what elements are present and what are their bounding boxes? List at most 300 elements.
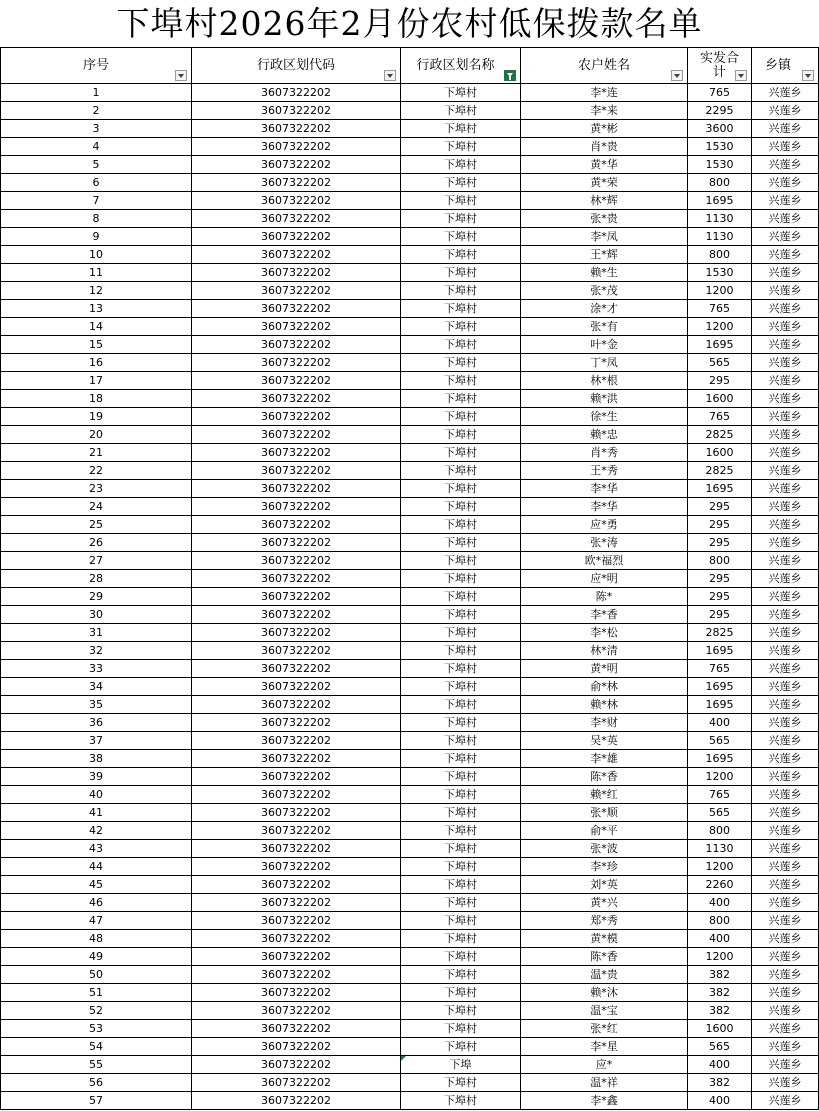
region-name-cell[interactable]: 下埠村 <box>401 822 521 840</box>
region-name-cell[interactable]: 下埠村 <box>401 678 521 696</box>
row-index-cell[interactable]: 39 <box>1 768 192 786</box>
row-index-cell[interactable]: 8 <box>1 210 192 228</box>
household-name-cell[interactable]: 赖*林 <box>521 696 688 714</box>
region-name-cell[interactable]: 下埠村 <box>401 984 521 1002</box>
household-name-cell[interactable]: 黄*明 <box>521 660 688 678</box>
amount-cell[interactable]: 1530 <box>688 138 752 156</box>
row-index-cell[interactable]: 2 <box>1 102 192 120</box>
town-cell[interactable]: 兴莲乡 <box>752 624 819 642</box>
region-code-cell[interactable]: 3607322202 <box>192 120 401 138</box>
row-index-cell[interactable]: 24 <box>1 498 192 516</box>
household-name-cell[interactable]: 肖*贵 <box>521 138 688 156</box>
household-name-cell[interactable]: 黄*兴 <box>521 894 688 912</box>
amount-cell[interactable]: 1130 <box>688 840 752 858</box>
region-code-cell[interactable]: 3607322202 <box>192 768 401 786</box>
dropdown-filter-icon[interactable] <box>671 70 683 81</box>
household-name-cell[interactable]: 张*贵 <box>521 210 688 228</box>
household-name-cell[interactable]: 黄*模 <box>521 930 688 948</box>
region-code-cell[interactable]: 3607322202 <box>192 1002 401 1020</box>
region-name-cell[interactable]: 下埠 <box>401 1056 521 1074</box>
row-index-cell[interactable]: 23 <box>1 480 192 498</box>
town-cell[interactable]: 兴莲乡 <box>752 1074 819 1092</box>
household-name-cell[interactable]: 肖*秀 <box>521 444 688 462</box>
household-name-cell[interactable]: 赖*生 <box>521 264 688 282</box>
row-index-cell[interactable]: 28 <box>1 570 192 588</box>
region-code-cell[interactable]: 3607322202 <box>192 678 401 696</box>
amount-cell[interactable]: 400 <box>688 714 752 732</box>
amount-cell[interactable]: 1695 <box>688 696 752 714</box>
region-name-cell[interactable]: 下埠村 <box>401 948 521 966</box>
town-cell[interactable]: 兴莲乡 <box>752 1002 819 1020</box>
region-code-cell[interactable]: 3607322202 <box>192 786 401 804</box>
household-name-cell[interactable]: 李*来 <box>521 102 688 120</box>
town-cell[interactable]: 兴莲乡 <box>752 948 819 966</box>
town-cell[interactable]: 兴莲乡 <box>752 264 819 282</box>
region-code-cell[interactable]: 3607322202 <box>192 138 401 156</box>
town-cell[interactable]: 兴莲乡 <box>752 660 819 678</box>
region-code-cell[interactable]: 3607322202 <box>192 516 401 534</box>
row-index-cell[interactable]: 40 <box>1 786 192 804</box>
household-name-cell[interactable]: 张*波 <box>521 840 688 858</box>
amount-cell[interactable]: 765 <box>688 408 752 426</box>
region-name-cell[interactable]: 下埠村 <box>401 804 521 822</box>
region-code-cell[interactable]: 3607322202 <box>192 372 401 390</box>
region-name-cell[interactable]: 下埠村 <box>401 642 521 660</box>
household-name-cell[interactable]: 黄*荣 <box>521 174 688 192</box>
amount-cell[interactable]: 3600 <box>688 120 752 138</box>
region-code-cell[interactable]: 3607322202 <box>192 246 401 264</box>
household-name-cell[interactable]: 徐*生 <box>521 408 688 426</box>
region-name-cell[interactable]: 下埠村 <box>401 192 521 210</box>
town-cell[interactable]: 兴莲乡 <box>752 426 819 444</box>
household-name-cell[interactable]: 张*涛 <box>521 534 688 552</box>
household-name-cell[interactable]: 李*华 <box>521 498 688 516</box>
row-index-cell[interactable]: 17 <box>1 372 192 390</box>
amount-cell[interactable]: 382 <box>688 1002 752 1020</box>
region-code-cell[interactable]: 3607322202 <box>192 984 401 1002</box>
region-code-cell[interactable]: 3607322202 <box>192 228 401 246</box>
region-name-cell[interactable]: 下埠村 <box>401 714 521 732</box>
row-index-cell[interactable]: 20 <box>1 426 192 444</box>
region-name-cell[interactable]: 下埠村 <box>401 318 521 336</box>
household-name-cell[interactable]: 赖*洪 <box>521 390 688 408</box>
region-name-cell[interactable]: 下埠村 <box>401 390 521 408</box>
region-name-cell[interactable]: 下埠村 <box>401 84 521 102</box>
row-index-cell[interactable]: 25 <box>1 516 192 534</box>
town-cell[interactable]: 兴莲乡 <box>752 912 819 930</box>
row-index-cell[interactable]: 41 <box>1 804 192 822</box>
household-name-cell[interactable]: 黄*彬 <box>521 120 688 138</box>
region-name-cell[interactable]: 下埠村 <box>401 480 521 498</box>
region-code-cell[interactable]: 3607322202 <box>192 426 401 444</box>
region-code-cell[interactable]: 3607322202 <box>192 930 401 948</box>
amount-cell[interactable]: 1600 <box>688 390 752 408</box>
town-cell[interactable]: 兴莲乡 <box>752 390 819 408</box>
amount-cell[interactable]: 1530 <box>688 264 752 282</box>
region-code-cell[interactable]: 3607322202 <box>192 354 401 372</box>
region-code-cell[interactable]: 3607322202 <box>192 552 401 570</box>
region-code-cell[interactable]: 3607322202 <box>192 624 401 642</box>
town-cell[interactable]: 兴莲乡 <box>752 876 819 894</box>
amount-cell[interactable]: 565 <box>688 354 752 372</box>
region-code-cell[interactable]: 3607322202 <box>192 912 401 930</box>
household-name-cell[interactable]: 王*辉 <box>521 246 688 264</box>
region-name-cell[interactable]: 下埠村 <box>401 516 521 534</box>
row-index-cell[interactable]: 1 <box>1 84 192 102</box>
household-name-cell[interactable]: 欧*福烈 <box>521 552 688 570</box>
amount-cell[interactable]: 1130 <box>688 210 752 228</box>
household-name-cell[interactable]: 应*明 <box>521 570 688 588</box>
household-name-cell[interactable]: 林*根 <box>521 372 688 390</box>
row-index-cell[interactable]: 5 <box>1 156 192 174</box>
dropdown-filter-icon[interactable] <box>802 70 814 81</box>
amount-cell[interactable]: 1695 <box>688 480 752 498</box>
row-index-cell[interactable]: 29 <box>1 588 192 606</box>
town-cell[interactable]: 兴莲乡 <box>752 408 819 426</box>
row-index-cell[interactable]: 21 <box>1 444 192 462</box>
town-cell[interactable]: 兴莲乡 <box>752 102 819 120</box>
town-cell[interactable]: 兴莲乡 <box>752 804 819 822</box>
region-code-cell[interactable]: 3607322202 <box>192 498 401 516</box>
household-name-cell[interactable]: 温*祥 <box>521 1074 688 1092</box>
household-name-cell[interactable]: 张*茂 <box>521 282 688 300</box>
region-code-cell[interactable]: 3607322202 <box>192 84 401 102</box>
region-name-cell[interactable]: 下埠村 <box>401 606 521 624</box>
region-code-cell[interactable]: 3607322202 <box>192 894 401 912</box>
amount-cell[interactable]: 382 <box>688 966 752 984</box>
amount-cell[interactable]: 1530 <box>688 156 752 174</box>
household-name-cell[interactable]: 李*财 <box>521 714 688 732</box>
town-cell[interactable]: 兴莲乡 <box>752 768 819 786</box>
household-name-cell[interactable]: 林*辉 <box>521 192 688 210</box>
amount-cell[interactable]: 1695 <box>688 750 752 768</box>
town-cell[interactable]: 兴莲乡 <box>752 228 819 246</box>
region-code-cell[interactable]: 3607322202 <box>192 408 401 426</box>
row-index-cell[interactable]: 36 <box>1 714 192 732</box>
region-code-cell[interactable]: 3607322202 <box>192 210 401 228</box>
region-name-cell[interactable]: 下埠村 <box>401 552 521 570</box>
household-name-cell[interactable]: 李*香 <box>521 606 688 624</box>
town-cell[interactable]: 兴莲乡 <box>752 498 819 516</box>
row-index-cell[interactable]: 46 <box>1 894 192 912</box>
region-name-cell[interactable]: 下埠村 <box>401 354 521 372</box>
household-name-cell[interactable]: 温*贵 <box>521 966 688 984</box>
town-cell[interactable]: 兴莲乡 <box>752 444 819 462</box>
region-name-cell[interactable]: 下埠村 <box>401 876 521 894</box>
cell-error-indicator-icon[interactable] <box>401 1056 406 1061</box>
household-name-cell[interactable]: 丁*凤 <box>521 354 688 372</box>
row-index-cell[interactable]: 48 <box>1 930 192 948</box>
region-code-cell[interactable]: 3607322202 <box>192 336 401 354</box>
household-name-cell[interactable]: 吴*英 <box>521 732 688 750</box>
amount-cell[interactable]: 765 <box>688 786 752 804</box>
town-cell[interactable]: 兴莲乡 <box>752 300 819 318</box>
household-name-cell[interactable]: 张*有 <box>521 318 688 336</box>
town-cell[interactable]: 兴莲乡 <box>752 120 819 138</box>
amount-cell[interactable]: 1695 <box>688 642 752 660</box>
region-code-cell[interactable]: 3607322202 <box>192 948 401 966</box>
region-name-cell[interactable]: 下埠村 <box>401 570 521 588</box>
region-code-cell[interactable]: 3607322202 <box>192 1038 401 1056</box>
household-name-cell[interactable]: 应*勇 <box>521 516 688 534</box>
row-index-cell[interactable]: 12 <box>1 282 192 300</box>
region-name-cell[interactable]: 下埠村 <box>401 588 521 606</box>
region-code-cell[interactable]: 3607322202 <box>192 1020 401 1038</box>
region-code-cell[interactable]: 3607322202 <box>192 822 401 840</box>
row-index-cell[interactable]: 4 <box>1 138 192 156</box>
row-index-cell[interactable]: 6 <box>1 174 192 192</box>
row-index-cell[interactable]: 13 <box>1 300 192 318</box>
region-name-cell[interactable]: 下埠村 <box>401 120 521 138</box>
town-cell[interactable]: 兴莲乡 <box>752 714 819 732</box>
region-name-cell[interactable]: 下埠村 <box>401 1092 521 1110</box>
amount-cell[interactable]: 2825 <box>688 426 752 444</box>
region-code-cell[interactable]: 3607322202 <box>192 264 401 282</box>
household-name-cell[interactable]: 黄*华 <box>521 156 688 174</box>
town-cell[interactable]: 兴莲乡 <box>752 642 819 660</box>
row-index-cell[interactable]: 26 <box>1 534 192 552</box>
amount-cell[interactable]: 295 <box>688 606 752 624</box>
town-cell[interactable]: 兴莲乡 <box>752 516 819 534</box>
region-name-cell[interactable]: 下埠村 <box>401 1002 521 1020</box>
region-code-cell[interactable]: 3607322202 <box>192 858 401 876</box>
amount-cell[interactable]: 1695 <box>688 192 752 210</box>
row-index-cell[interactable]: 43 <box>1 840 192 858</box>
amount-cell[interactable]: 1695 <box>688 678 752 696</box>
town-cell[interactable]: 兴莲乡 <box>752 354 819 372</box>
region-name-cell[interactable]: 下埠村 <box>401 930 521 948</box>
region-name-cell[interactable]: 下埠村 <box>401 966 521 984</box>
row-index-cell[interactable]: 19 <box>1 408 192 426</box>
town-cell[interactable]: 兴莲乡 <box>752 1038 819 1056</box>
town-cell[interactable]: 兴莲乡 <box>752 840 819 858</box>
amount-cell[interactable]: 1200 <box>688 282 752 300</box>
row-index-cell[interactable]: 42 <box>1 822 192 840</box>
amount-cell[interactable]: 382 <box>688 1074 752 1092</box>
household-name-cell[interactable]: 李*松 <box>521 624 688 642</box>
amount-cell[interactable]: 800 <box>688 246 752 264</box>
amount-cell[interactable]: 382 <box>688 984 752 1002</box>
household-name-cell[interactable]: 叶*金 <box>521 336 688 354</box>
household-name-cell[interactable]: 刘*英 <box>521 876 688 894</box>
town-cell[interactable]: 兴莲乡 <box>752 732 819 750</box>
town-cell[interactable]: 兴莲乡 <box>752 138 819 156</box>
town-cell[interactable]: 兴莲乡 <box>752 246 819 264</box>
amount-cell[interactable]: 765 <box>688 84 752 102</box>
amount-cell[interactable]: 1200 <box>688 768 752 786</box>
region-name-cell[interactable]: 下埠村 <box>401 426 521 444</box>
amount-cell[interactable]: 800 <box>688 822 752 840</box>
household-name-cell[interactable]: 俞*平 <box>521 822 688 840</box>
row-index-cell[interactable]: 7 <box>1 192 192 210</box>
row-index-cell[interactable]: 18 <box>1 390 192 408</box>
amount-cell[interactable]: 800 <box>688 174 752 192</box>
town-cell[interactable]: 兴莲乡 <box>752 696 819 714</box>
region-code-cell[interactable]: 3607322202 <box>192 174 401 192</box>
row-index-cell[interactable]: 22 <box>1 462 192 480</box>
dropdown-filter-icon[interactable] <box>735 70 747 81</box>
town-cell[interactable]: 兴莲乡 <box>752 552 819 570</box>
amount-cell[interactable]: 295 <box>688 534 752 552</box>
amount-cell[interactable]: 2260 <box>688 876 752 894</box>
region-name-cell[interactable]: 下埠村 <box>401 696 521 714</box>
town-cell[interactable]: 兴莲乡 <box>752 822 819 840</box>
row-index-cell[interactable]: 54 <box>1 1038 192 1056</box>
row-index-cell[interactable]: 27 <box>1 552 192 570</box>
row-index-cell[interactable]: 16 <box>1 354 192 372</box>
household-name-cell[interactable]: 赖*忠 <box>521 426 688 444</box>
region-code-cell[interactable]: 3607322202 <box>192 966 401 984</box>
region-code-cell[interactable]: 3607322202 <box>192 102 401 120</box>
row-index-cell[interactable]: 37 <box>1 732 192 750</box>
region-name-cell[interactable]: 下埠村 <box>401 750 521 768</box>
row-index-cell[interactable]: 57 <box>1 1092 192 1110</box>
town-cell[interactable]: 兴莲乡 <box>752 588 819 606</box>
amount-cell[interactable]: 565 <box>688 732 752 750</box>
region-code-cell[interactable]: 3607322202 <box>192 462 401 480</box>
amount-cell[interactable]: 1130 <box>688 228 752 246</box>
amount-cell[interactable]: 800 <box>688 912 752 930</box>
row-index-cell[interactable]: 33 <box>1 660 192 678</box>
row-index-cell[interactable]: 55 <box>1 1056 192 1074</box>
region-code-cell[interactable]: 3607322202 <box>192 444 401 462</box>
town-cell[interactable]: 兴莲乡 <box>752 210 819 228</box>
amount-cell[interactable]: 400 <box>688 1056 752 1074</box>
amount-cell[interactable]: 2825 <box>688 462 752 480</box>
amount-cell[interactable]: 765 <box>688 300 752 318</box>
town-cell[interactable]: 兴莲乡 <box>752 282 819 300</box>
row-index-cell[interactable]: 15 <box>1 336 192 354</box>
region-name-cell[interactable]: 下埠村 <box>401 174 521 192</box>
region-name-cell[interactable]: 下埠村 <box>401 228 521 246</box>
town-cell[interactable]: 兴莲乡 <box>752 894 819 912</box>
region-code-cell[interactable]: 3607322202 <box>192 1092 401 1110</box>
region-name-cell[interactable]: 下埠村 <box>401 732 521 750</box>
town-cell[interactable]: 兴莲乡 <box>752 678 819 696</box>
household-name-cell[interactable]: 李*珍 <box>521 858 688 876</box>
town-cell[interactable]: 兴莲乡 <box>752 480 819 498</box>
amount-cell[interactable]: 1200 <box>688 948 752 966</box>
region-code-cell[interactable]: 3607322202 <box>192 588 401 606</box>
town-cell[interactable]: 兴莲乡 <box>752 858 819 876</box>
household-name-cell[interactable]: 李*星 <box>521 1038 688 1056</box>
region-name-cell[interactable]: 下埠村 <box>401 624 521 642</box>
region-name-cell[interactable]: 下埠村 <box>401 660 521 678</box>
town-cell[interactable]: 兴莲乡 <box>752 372 819 390</box>
row-index-cell[interactable]: 49 <box>1 948 192 966</box>
town-cell[interactable]: 兴莲乡 <box>752 1092 819 1110</box>
household-name-cell[interactable]: 陈*香 <box>521 768 688 786</box>
amount-cell[interactable]: 295 <box>688 570 752 588</box>
row-index-cell[interactable]: 30 <box>1 606 192 624</box>
town-cell[interactable]: 兴莲乡 <box>752 606 819 624</box>
region-code-cell[interactable]: 3607322202 <box>192 1074 401 1092</box>
household-name-cell[interactable]: 陈* <box>521 588 688 606</box>
row-index-cell[interactable]: 52 <box>1 1002 192 1020</box>
dropdown-filter-icon[interactable] <box>384 70 396 81</box>
row-index-cell[interactable]: 9 <box>1 228 192 246</box>
town-cell[interactable]: 兴莲乡 <box>752 174 819 192</box>
region-code-cell[interactable]: 3607322202 <box>192 840 401 858</box>
row-index-cell[interactable]: 34 <box>1 678 192 696</box>
region-name-cell[interactable]: 下埠村 <box>401 138 521 156</box>
amount-cell[interactable]: 2295 <box>688 102 752 120</box>
town-cell[interactable]: 兴莲乡 <box>752 336 819 354</box>
region-code-cell[interactable]: 3607322202 <box>192 192 401 210</box>
region-name-cell[interactable]: 下埠村 <box>401 840 521 858</box>
household-name-cell[interactable]: 李*凤 <box>521 228 688 246</box>
region-name-cell[interactable]: 下埠村 <box>401 210 521 228</box>
row-index-cell[interactable]: 56 <box>1 1074 192 1092</box>
row-index-cell[interactable]: 35 <box>1 696 192 714</box>
row-index-cell[interactable]: 31 <box>1 624 192 642</box>
town-cell[interactable]: 兴莲乡 <box>752 930 819 948</box>
region-code-cell[interactable]: 3607322202 <box>192 300 401 318</box>
household-name-cell[interactable]: 陈*香 <box>521 948 688 966</box>
region-name-cell[interactable]: 下埠村 <box>401 894 521 912</box>
region-code-cell[interactable]: 3607322202 <box>192 696 401 714</box>
region-name-cell[interactable]: 下埠村 <box>401 1038 521 1056</box>
region-name-cell[interactable]: 下埠村 <box>401 282 521 300</box>
town-cell[interactable]: 兴莲乡 <box>752 84 819 102</box>
town-cell[interactable]: 兴莲乡 <box>752 192 819 210</box>
town-cell[interactable]: 兴莲乡 <box>752 750 819 768</box>
region-name-cell[interactable]: 下埠村 <box>401 912 521 930</box>
region-code-cell[interactable]: 3607322202 <box>192 318 401 336</box>
region-name-cell[interactable]: 下埠村 <box>401 336 521 354</box>
region-code-cell[interactable]: 3607322202 <box>192 732 401 750</box>
household-name-cell[interactable]: 李*鑫 <box>521 1092 688 1110</box>
region-code-cell[interactable]: 3607322202 <box>192 480 401 498</box>
region-code-cell[interactable]: 3607322202 <box>192 570 401 588</box>
household-name-cell[interactable]: 林*清 <box>521 642 688 660</box>
region-name-cell[interactable]: 下埠村 <box>401 264 521 282</box>
amount-cell[interactable]: 800 <box>688 552 752 570</box>
amount-cell[interactable]: 2825 <box>688 624 752 642</box>
amount-cell[interactable]: 1600 <box>688 1020 752 1038</box>
row-index-cell[interactable]: 53 <box>1 1020 192 1038</box>
amount-cell[interactable]: 295 <box>688 372 752 390</box>
row-index-cell[interactable]: 47 <box>1 912 192 930</box>
town-cell[interactable]: 兴莲乡 <box>752 1020 819 1038</box>
amount-cell[interactable]: 400 <box>688 930 752 948</box>
region-name-cell[interactable]: 下埠村 <box>401 300 521 318</box>
household-name-cell[interactable]: 赖*红 <box>521 786 688 804</box>
town-cell[interactable]: 兴莲乡 <box>752 462 819 480</box>
town-cell[interactable]: 兴莲乡 <box>752 786 819 804</box>
region-code-cell[interactable]: 3607322202 <box>192 642 401 660</box>
region-code-cell[interactable]: 3607322202 <box>192 714 401 732</box>
town-cell[interactable]: 兴莲乡 <box>752 318 819 336</box>
region-code-cell[interactable]: 3607322202 <box>192 1056 401 1074</box>
region-code-cell[interactable]: 3607322202 <box>192 534 401 552</box>
region-name-cell[interactable]: 下埠村 <box>401 498 521 516</box>
region-name-cell[interactable]: 下埠村 <box>401 786 521 804</box>
region-name-cell[interactable]: 下埠村 <box>401 462 521 480</box>
town-cell[interactable]: 兴莲乡 <box>752 966 819 984</box>
household-name-cell[interactable]: 李*雄 <box>521 750 688 768</box>
region-code-cell[interactable]: 3607322202 <box>192 660 401 678</box>
region-name-cell[interactable]: 下埠村 <box>401 102 521 120</box>
town-cell[interactable]: 兴莲乡 <box>752 156 819 174</box>
town-cell[interactable]: 兴莲乡 <box>752 534 819 552</box>
region-name-cell[interactable]: 下埠村 <box>401 1074 521 1092</box>
amount-cell[interactable]: 1200 <box>688 858 752 876</box>
town-cell[interactable]: 兴莲乡 <box>752 984 819 1002</box>
household-name-cell[interactable]: 王*秀 <box>521 462 688 480</box>
region-name-cell[interactable]: 下埠村 <box>401 534 521 552</box>
row-index-cell[interactable]: 38 <box>1 750 192 768</box>
